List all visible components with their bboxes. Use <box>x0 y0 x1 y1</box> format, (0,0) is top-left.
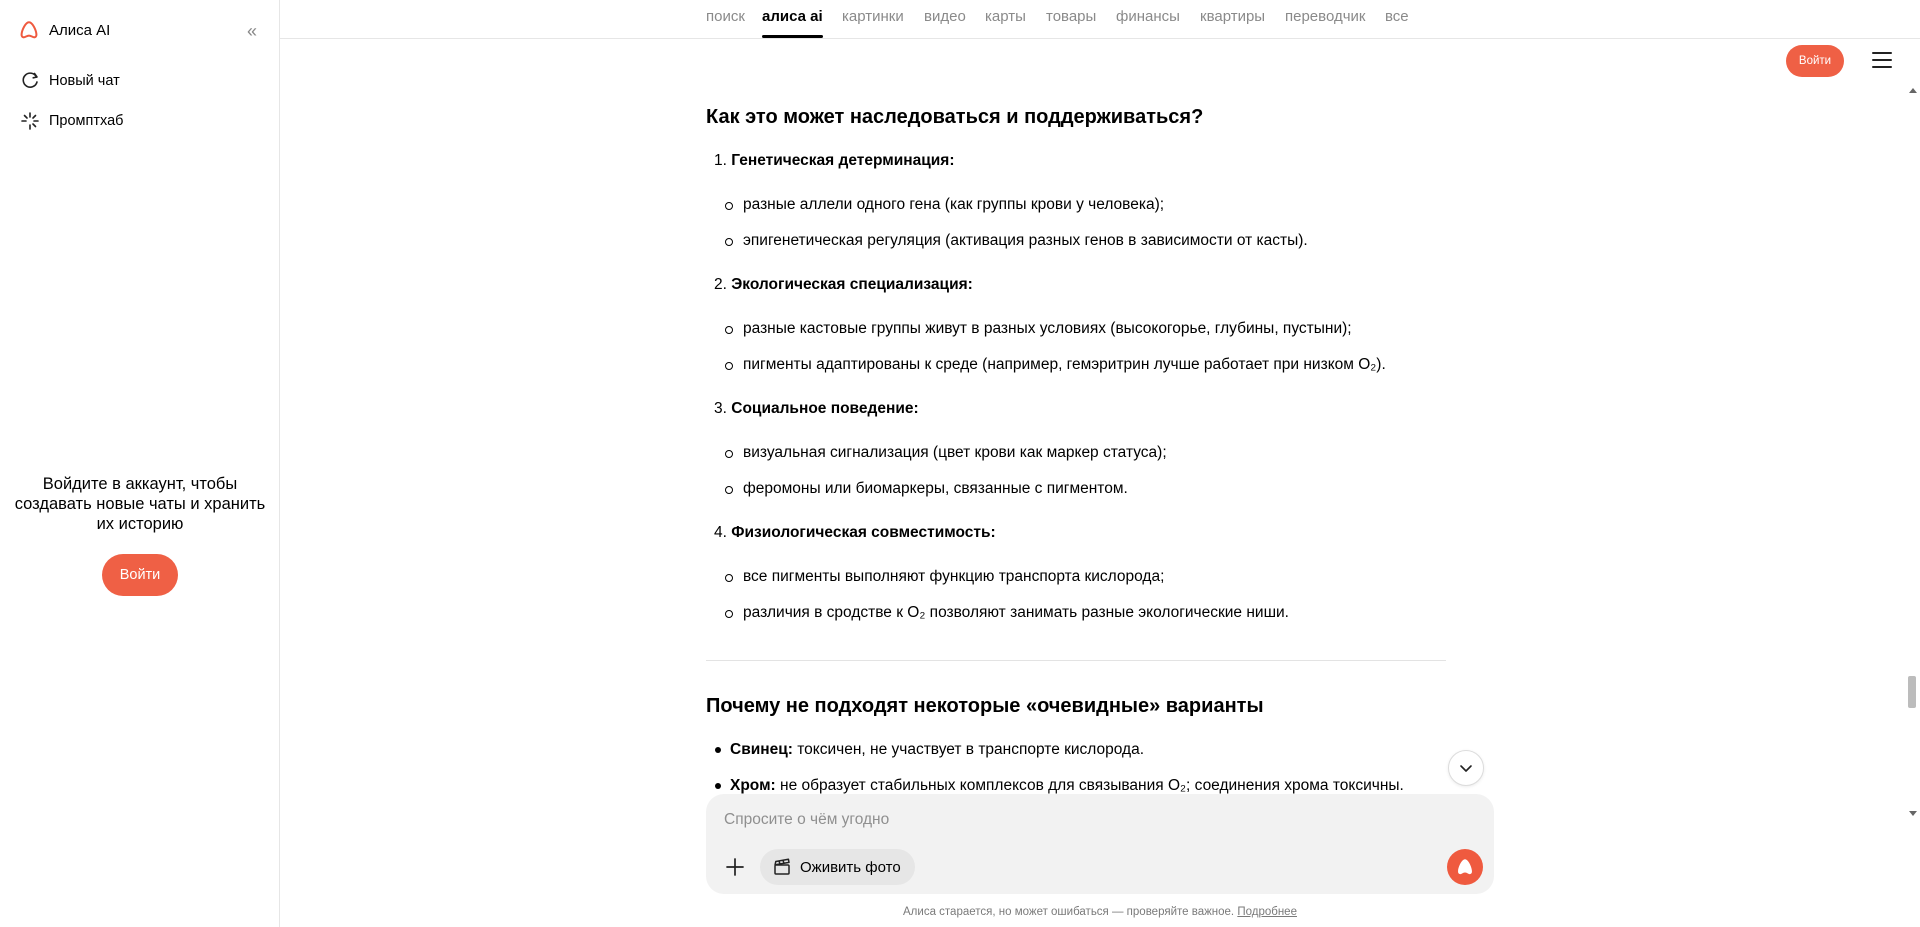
scrollbar[interactable] <box>1906 88 1920 818</box>
alice-logo-icon <box>19 20 39 40</box>
list-item: все пигменты выполняют функцию транспорта кислорода; <box>743 568 1165 585</box>
tab-images[interactable]: картинки <box>842 8 904 25</box>
animate-photo-label: Оживить фото <box>800 858 901 876</box>
tab-maps[interactable]: карты <box>985 8 1026 25</box>
tab-translator[interactable]: переводчик <box>1285 8 1366 25</box>
sidebar-login-button[interactable]: Войти <box>102 554 178 596</box>
divider <box>706 660 1446 661</box>
list-item: разные аллели одного гена (как группы крови у человека); <box>743 196 1165 213</box>
sparkle-icon <box>20 111 40 131</box>
login-prompt-text: Войдите в аккаунт, чтобы создавать новые чаты и хранить их историю <box>14 475 266 533</box>
tab-apartments[interactable]: квартиры <box>1200 8 1266 25</box>
list-item: феромоны или биомаркеры, связанные с пигментом. <box>743 480 1128 497</box>
menu-icon[interactable] <box>1872 52 1892 68</box>
tab-search[interactable]: поиск <box>706 8 745 25</box>
animate-photo-button[interactable] <box>760 849 915 885</box>
tab-video[interactable]: видео <box>924 8 966 25</box>
collapse-sidebar-icon[interactable]: « <box>246 21 257 41</box>
list-item: различия в сродстве к O₂ позволяют занимать разные экологические ниши. <box>743 604 1289 621</box>
numbered-item: 3. Социальное поведение: <box>714 400 919 417</box>
list-item: эпигенетическая регуляция (активация разных генов в зависимости от касты). <box>743 232 1308 249</box>
section-heading: Как это может наследоваться и поддерживаться? <box>706 106 1204 128</box>
numbered-item: 4. Физиологическая совместимость: <box>714 524 996 541</box>
scroll-down-arrow-icon[interactable] <box>1909 811 1917 816</box>
chevron-down-icon <box>1458 760 1474 776</box>
disclaimer: Алиса старается, но может ошибаться — проверяйте важное. Подробнее <box>903 906 1297 918</box>
message-composer <box>706 794 1494 894</box>
search-tabs <box>280 0 1920 39</box>
brand[interactable] <box>19 20 110 40</box>
sidebar-item-new-chat[interactable] <box>20 71 120 91</box>
active-tab-indicator <box>762 35 823 38</box>
list-item: Хром: не образует стабильных комплексов для связывания O₂; соединения хрома токсичны. <box>730 777 1404 794</box>
tab-goods[interactable]: товары <box>1046 8 1097 25</box>
header-login-button[interactable]: Войти <box>1786 45 1844 77</box>
list-item: разные кастовые группы живут в разных условиях (высокогорье, глубины, пустыни); <box>743 320 1352 337</box>
list-item: визуальная сигнализация (цвет крови как маркер статуса); <box>743 444 1167 461</box>
sidebar-item-prompthub[interactable] <box>20 111 123 131</box>
alice-icon <box>1454 856 1476 878</box>
tab-all[interactable]: все <box>1385 8 1409 25</box>
clapperboard-icon <box>772 857 792 877</box>
numbered-item: 1. Генетическая детерминация: <box>714 152 955 169</box>
more-link[interactable]: Подробнее <box>1237 906 1297 918</box>
answer-content <box>706 40 1450 795</box>
scrollbar-thumb[interactable] <box>1908 676 1916 708</box>
scroll-down-button[interactable] <box>1448 750 1484 786</box>
message-input[interactable] <box>724 808 1324 832</box>
sidebar <box>0 0 280 927</box>
sidebar-item-label: Новый чат <box>49 73 120 89</box>
tab-finance[interactable]: финансы <box>1116 8 1180 25</box>
numbered-item: 2. Экологическая специализация: <box>714 276 973 293</box>
list-item: Свинец: токсичен, не участвует в транспорте кислорода. <box>730 741 1145 758</box>
section-heading: Почему не подходят некоторые «очевидные» варианты <box>706 695 1264 717</box>
scroll-up-arrow-icon[interactable] <box>1909 88 1917 93</box>
plus-icon <box>722 854 748 880</box>
tab-alice-ai[interactable]: алиса ai <box>762 8 823 25</box>
list-item: пигменты адаптированы к среде (например, гемэритрин лучше работает при низком O₂). <box>743 356 1386 373</box>
brand-name: Алиса AI <box>49 21 111 39</box>
sidebar-item-label: Промптхаб <box>49 113 124 129</box>
attach-button[interactable] <box>722 854 748 880</box>
alice-voice-button[interactable] <box>1447 849 1483 885</box>
new-chat-icon <box>20 71 40 91</box>
